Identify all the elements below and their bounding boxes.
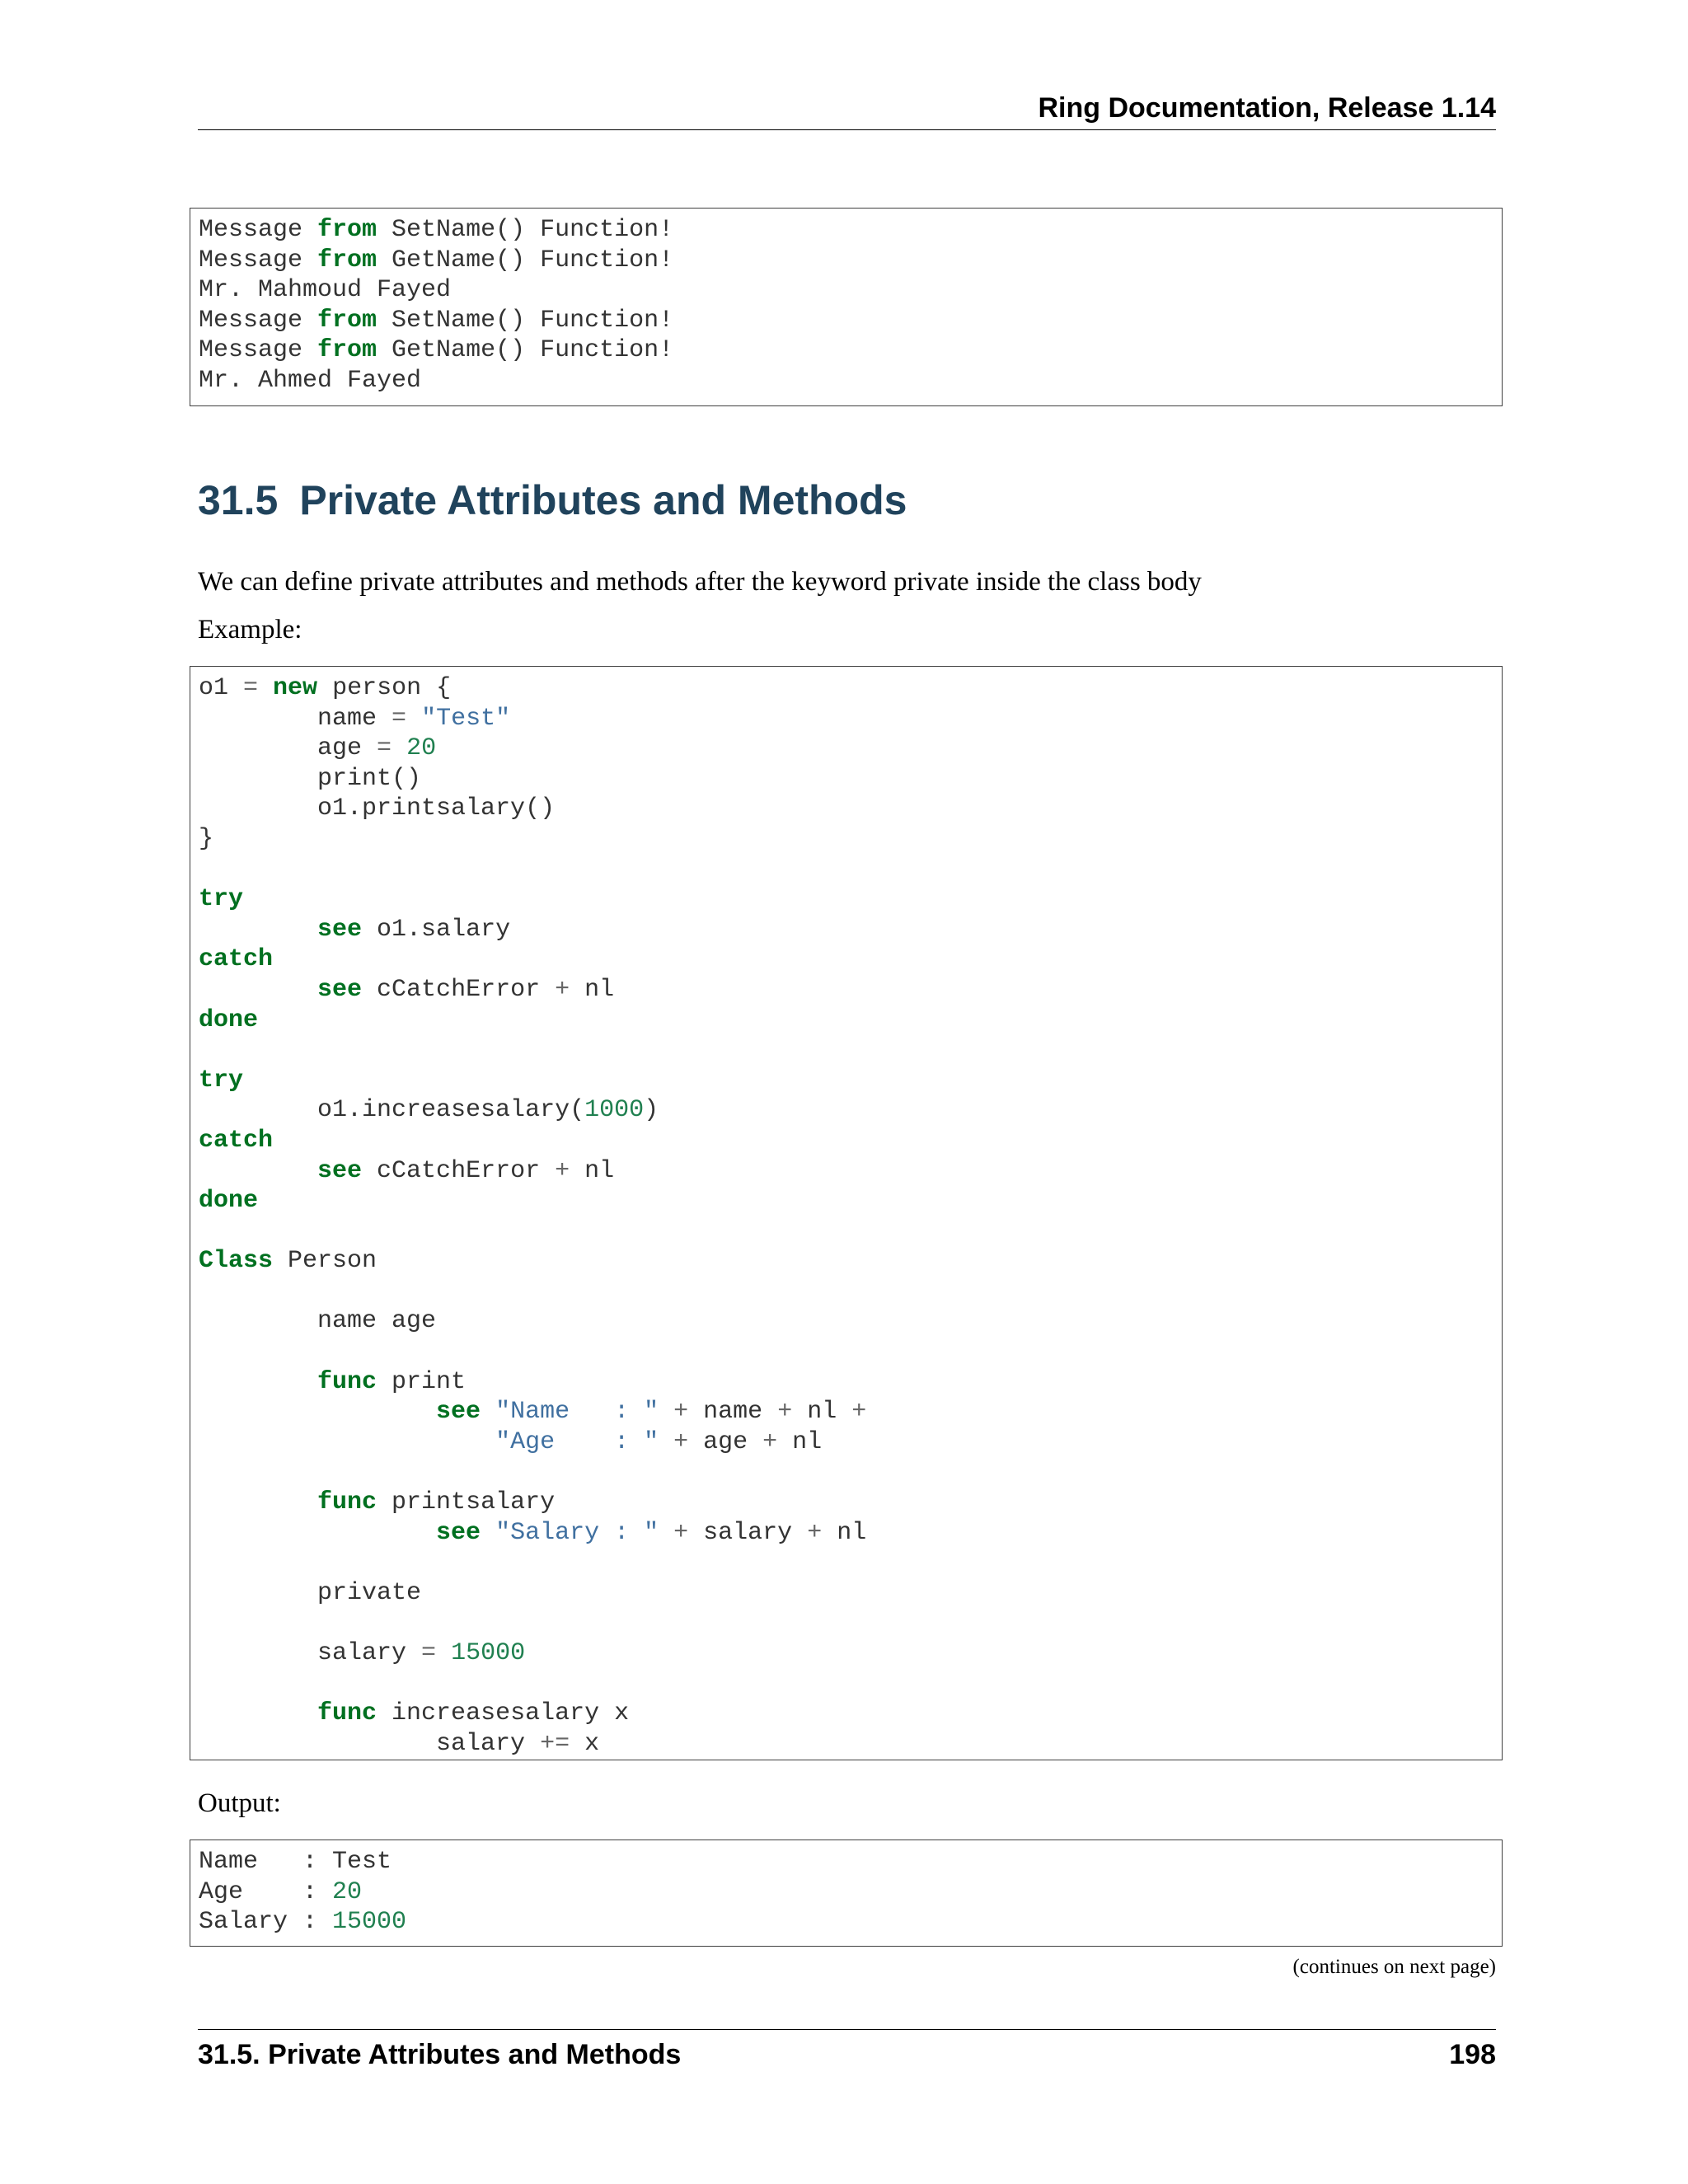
code-line: [199, 1578, 1502, 1609]
code-token: =: [377, 734, 392, 763]
code-token: new: [273, 674, 318, 702]
code-token: o1.increasesalary(: [199, 1096, 585, 1125]
code-token: printsalary: [377, 1488, 556, 1517]
code-token: private: [199, 1578, 422, 1607]
code-token: func: [317, 1699, 377, 1728]
code-token: [481, 1398, 495, 1426]
code-token: [481, 1519, 495, 1547]
code-token: func: [317, 1488, 377, 1517]
code-token: [199, 1398, 436, 1426]
code-token: [199, 916, 317, 944]
code-token: name: [199, 704, 392, 733]
code-line: [199, 1548, 1502, 1578]
code-token: Class: [199, 1247, 274, 1276]
code-token: func: [317, 1367, 377, 1396]
code-line: [199, 1306, 1502, 1337]
code-token: [199, 1368, 317, 1396]
code-line: [199, 1066, 1502, 1096]
code-line: [199, 975, 1502, 1005]
code-token: age: [199, 734, 377, 763]
code-token: [406, 705, 421, 733]
code-token: [258, 674, 273, 702]
code-token: see: [317, 1156, 363, 1185]
code-line: [199, 306, 1502, 336]
code-token: catch: [199, 945, 274, 974]
code-token: [199, 1157, 317, 1185]
code-token: "Name : ": [495, 1398, 659, 1427]
code-token: x: [570, 1729, 600, 1758]
code-token: [199, 1519, 436, 1547]
code-token: Person: [273, 1247, 377, 1276]
code-line: [199, 1907, 1502, 1938]
code-token: 15000: [451, 1639, 526, 1667]
code-token: from: [317, 216, 377, 244]
code-token: =: [392, 704, 407, 733]
code-token: cCatchError: [362, 1156, 556, 1185]
code-line: [199, 1397, 1502, 1427]
code-token: "Test": [421, 704, 511, 733]
code-line: [199, 1126, 1502, 1156]
code-token: salary: [199, 1729, 541, 1758]
previous-output-block: [190, 208, 1503, 406]
code-token: Message: [199, 306, 318, 335]
code-line: [199, 673, 1502, 704]
section-title-text: Private Attributes and Methods: [299, 477, 907, 523]
code-token: nl: [570, 1156, 615, 1185]
code-token: see: [317, 915, 363, 944]
code-line: [199, 215, 1502, 246]
code-token: done: [199, 1187, 259, 1216]
code-token: =: [243, 674, 259, 702]
code-token: print: [377, 1367, 467, 1396]
code-token: from: [317, 306, 377, 335]
code-line: [199, 1729, 1502, 1760]
code-token: done: [199, 1005, 259, 1034]
code-token: [199, 1488, 317, 1516]
code-token: +: [555, 975, 570, 1004]
code-line: [199, 1518, 1502, 1549]
code-token: nl: [822, 1518, 867, 1547]
code-token: print(): [199, 764, 422, 793]
code-token: name age: [199, 1307, 437, 1336]
code-token: Message: [199, 336, 318, 365]
code-token: "Salary : ": [495, 1518, 659, 1547]
code-line: [199, 824, 1502, 855]
code-token: salary: [688, 1518, 808, 1547]
code-line: [199, 855, 1502, 885]
code-line: [199, 275, 1502, 306]
code-token: [199, 1428, 495, 1456]
code-token: }: [199, 824, 214, 853]
code-line: [199, 1488, 1502, 1518]
code-token: Mr. Mahmoud Fayed: [199, 276, 452, 305]
code-token: o1.printsalary(): [199, 794, 556, 823]
code-token: +: [673, 1427, 689, 1456]
code-token: [392, 734, 406, 762]
code-token: [436, 1639, 451, 1667]
code-token: =: [421, 1639, 437, 1667]
code-token: o1.salary: [362, 915, 511, 944]
code-token: Message: [199, 216, 318, 244]
code-token: see: [436, 1398, 481, 1427]
code-token: Age :: [199, 1877, 333, 1906]
code-line: [199, 1277, 1502, 1307]
code-token: +: [555, 1156, 570, 1185]
code-line: [199, 1216, 1502, 1247]
code-token: +: [673, 1518, 689, 1547]
code-line: [199, 1337, 1502, 1367]
code-line: [199, 1005, 1502, 1036]
code-token: [659, 1428, 673, 1456]
footer-divider: [198, 2029, 1496, 2030]
page-number: 198: [1449, 2039, 1496, 2070]
code-token: from: [317, 336, 377, 365]
code-token: nl: [792, 1398, 852, 1427]
code-token: nl: [777, 1427, 823, 1456]
code-line: [199, 944, 1502, 975]
code-line: [199, 1457, 1502, 1488]
code-line: [199, 335, 1502, 366]
code-token: name: [688, 1398, 778, 1427]
code-line: [199, 366, 1502, 396]
code-token: +: [851, 1398, 867, 1427]
code-token: see: [317, 975, 363, 1004]
code-line: [199, 1669, 1502, 1699]
section-intro-paragraph: We can define private attributes and methods after the keyword private inside the class body: [198, 567, 1202, 597]
code-token: +: [777, 1398, 793, 1427]
example-code-block: [190, 666, 1503, 1760]
code-token: GetName() Function!: [377, 246, 674, 274]
code-token: Message: [199, 246, 318, 274]
code-token: 1000: [584, 1096, 645, 1125]
code-token: catch: [199, 1126, 274, 1155]
code-line: [199, 1246, 1502, 1277]
code-line: [199, 246, 1502, 276]
code-token: Salary :: [199, 1908, 333, 1937]
code-token: 20: [406, 734, 437, 763]
code-token: 15000: [332, 1908, 407, 1937]
code-line: [199, 1095, 1502, 1126]
code-token: [199, 1699, 317, 1727]
code-token: +: [807, 1518, 823, 1547]
code-token: age: [688, 1427, 763, 1456]
code-line: [199, 1608, 1502, 1638]
code-line: [199, 1035, 1502, 1066]
code-line: [199, 794, 1502, 824]
output-label: Output:: [198, 1788, 281, 1818]
page-header-title: Ring Documentation, Release 1.14: [1038, 92, 1496, 124]
code-token: person {: [317, 674, 452, 702]
code-token: try: [199, 1066, 244, 1094]
header-divider: [198, 129, 1496, 130]
code-line: [199, 704, 1502, 734]
code-token: SetName() Function!: [377, 216, 674, 244]
code-token: o1: [199, 674, 244, 702]
code-token: +=: [540, 1729, 570, 1758]
code-token: "Age : ": [495, 1427, 659, 1456]
code-line: [199, 1877, 1502, 1908]
code-line: [199, 1367, 1502, 1398]
code-line: [199, 915, 1502, 945]
continues-note: (continues on next page): [1292, 1956, 1496, 1978]
code-token: cCatchError: [362, 975, 556, 1004]
code-token: [659, 1398, 673, 1426]
code-token: Name : Test: [199, 1848, 392, 1876]
code-line: [199, 1427, 1502, 1458]
footer-section-label: 31.5. Private Attributes and Methods: [198, 2039, 682, 2070]
code-line: [199, 733, 1502, 764]
code-token: [199, 976, 317, 1004]
code-token: +: [762, 1427, 778, 1456]
section-number: 31.5: [198, 477, 279, 523]
code-token: salary: [199, 1639, 422, 1667]
code-token: [659, 1519, 673, 1547]
code-token: nl: [570, 975, 615, 1004]
section-heading: [198, 476, 907, 524]
code-token: ): [644, 1096, 659, 1125]
code-line: [199, 884, 1502, 915]
code-line: [199, 1186, 1502, 1216]
code-token: see: [436, 1518, 481, 1547]
code-token: SetName() Function!: [377, 306, 674, 335]
code-line: [199, 1638, 1502, 1669]
code-line: [199, 764, 1502, 794]
code-token: GetName() Function!: [377, 336, 674, 365]
code-token: from: [317, 246, 377, 274]
code-token: +: [673, 1398, 689, 1427]
example-output-block: [190, 1840, 1503, 1947]
code-line: [199, 1847, 1502, 1877]
code-line: [199, 1156, 1502, 1187]
code-token: Mr. Ahmed Fayed: [199, 366, 422, 395]
example-label: Example:: [198, 615, 302, 644]
code-token: try: [199, 885, 244, 914]
code-token: increasesalary x: [377, 1699, 630, 1728]
code-line: [199, 1699, 1502, 1729]
code-token: 20: [332, 1877, 363, 1906]
